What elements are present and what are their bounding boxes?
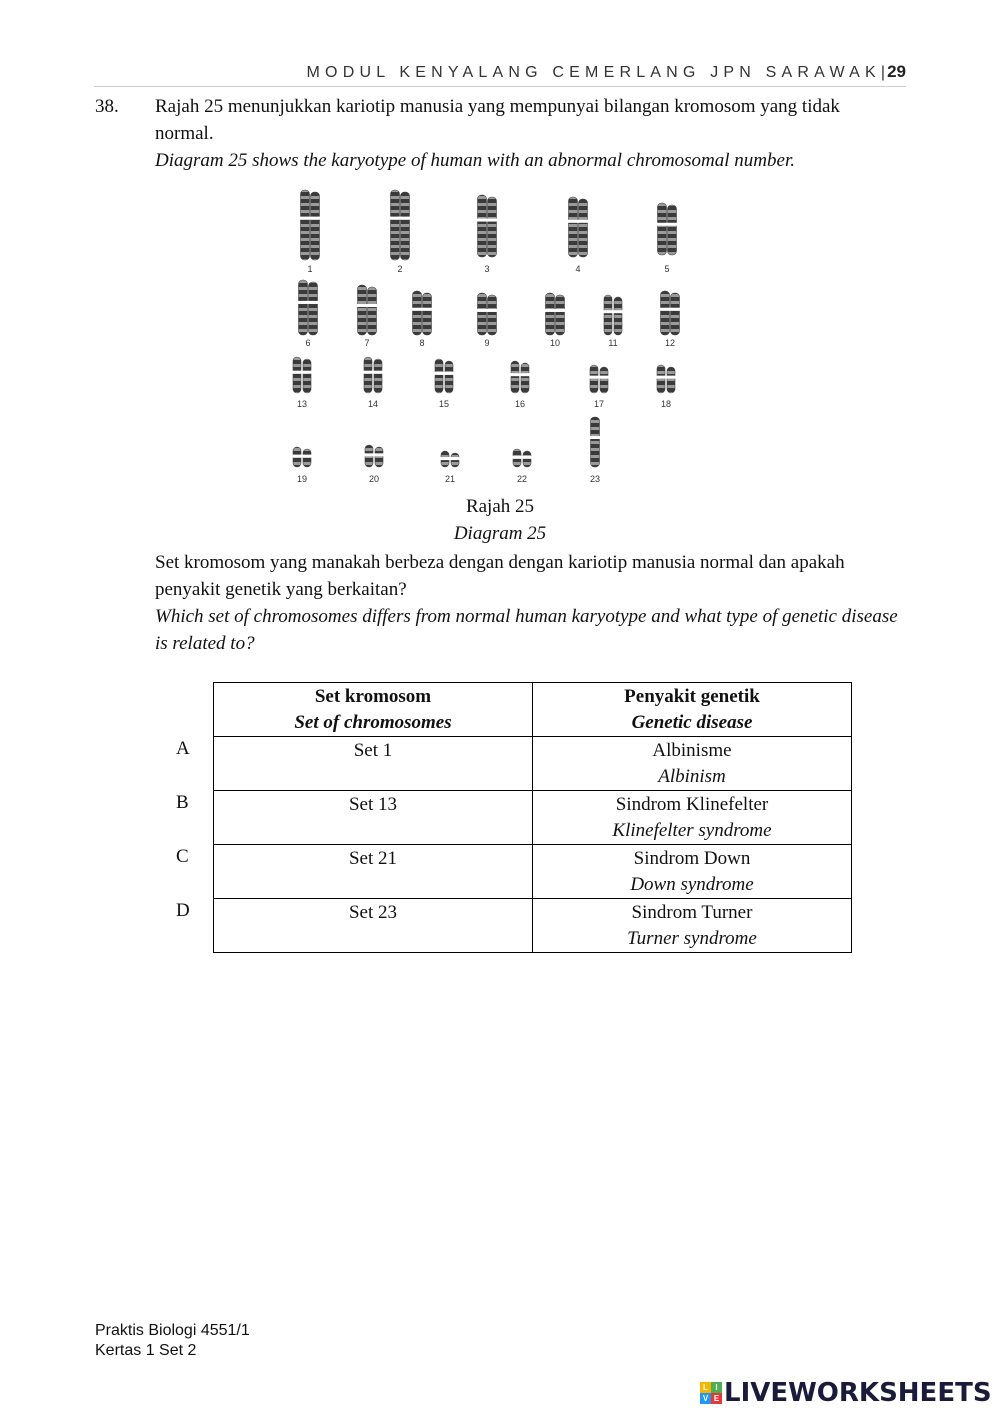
chromosome [375,447,383,467]
table-row[interactable] [214,791,852,845]
centromere [450,457,460,460]
chromosome-label: 6 [305,338,311,348]
header-disease-en: Genetic disease [631,712,753,733]
header-title: MODUL KENYALANG CEMERLANG JPN SARAWAK [306,64,881,81]
chromosome [309,282,318,335]
cell-disease [533,737,852,791]
question-text-ms: Rajah 25 menunjukkan kariotip manusia yang mempunyai bilangan kromosom yang tidak normal. [155,96,840,144]
centromere [302,455,312,458]
chromosome [604,295,612,335]
header-set-en: Set of chromosomes [294,712,452,733]
page-number: 29 [887,62,906,81]
centromere [373,371,383,374]
footer-line-2: Kertas 1 Set 2 [95,1342,197,1359]
centromere [363,371,373,374]
chromosome-label: 14 [367,399,379,409]
cell-set [214,737,533,791]
chromosome-label: 2 [397,264,403,274]
chromosome [435,359,443,393]
centromere [522,456,532,459]
chromosome [299,280,308,335]
option-letter-c[interactable]: C [176,846,189,867]
brand-name: LIVEWORKSHEETS [724,1378,992,1408]
centromere [400,217,411,220]
chromosome [301,190,310,260]
chromosome [671,293,680,335]
cell-set [214,899,533,953]
centromere [545,309,556,312]
chromosome [401,192,410,260]
disease-en: Klinefelter syndrome [612,820,772,841]
chromosome [521,363,529,393]
chromosome-label: 18 [660,399,672,409]
chromosome-label: 20 [368,474,380,484]
chromosome [590,365,598,393]
cell-disease [533,899,852,953]
centromere [292,371,302,374]
centromere [422,308,433,311]
centromere [555,309,566,312]
logo-letter: I [711,1382,722,1393]
chromosome [661,291,670,335]
set-value: Set 1 [353,740,393,761]
chromosome [667,367,675,393]
header-set-ms: Set kromosom [314,686,432,707]
logo-letter: L [700,1382,711,1393]
centromere [666,376,676,379]
figure-caption-en: Diagram 25 [453,523,547,544]
chromosome-label: 8 [419,338,425,348]
liveworksheets-logo-icon [700,1382,722,1404]
disease-ms: Sindrom Klinefelter [615,794,769,815]
table-row[interactable] [214,737,852,791]
set-value: Set 21 [348,848,398,869]
centromere [477,309,488,312]
answer-table [213,682,852,953]
chromosome [556,295,565,335]
chromosome [658,203,667,255]
cell-disease [533,845,852,899]
chromosome-label: 19 [296,474,308,484]
centromere [590,436,601,439]
logo-letter: E [711,1393,722,1404]
set-value: Set 23 [348,902,398,923]
cell-set [214,791,533,845]
chromosome-label: 3 [484,264,490,274]
chromosome [358,285,367,335]
chromosome [523,451,531,467]
table-row[interactable] [214,899,852,953]
chromosome [478,195,487,257]
centromere [510,373,520,376]
page-footer [95,1321,250,1361]
chromosome-label: 12 [664,338,676,348]
centromere [302,371,312,374]
header-disease-ms: Penyakit genetik [624,686,760,707]
chromosome [311,192,320,260]
chromosome [668,205,677,255]
centromere [670,308,681,311]
centromere [512,456,522,459]
chromosome [569,197,578,257]
disease-en: Down syndrome [630,874,754,895]
centromere [599,376,609,379]
chromosome [478,293,487,335]
liveworksheets-brand[interactable] [700,1376,992,1410]
centromere [434,372,444,375]
chromosome [657,365,665,393]
footer-line-1: Praktis Biologi 4551/1 [95,1322,250,1339]
centromere [657,223,668,226]
table-header-row [214,683,852,737]
chromosome-label: 4 [575,264,581,274]
chromosome [511,361,519,393]
prompt-text-ms: Set kromosom yang manakah berbeza dengan dengan kariotip manusia normal dan apakah penyakit genetik yang berkaitan? [155,552,845,600]
disease-en: Albinism [658,766,726,787]
chromosome-label: 1 [307,264,313,274]
centromere [310,217,321,220]
option-letter-a[interactable]: A [176,738,190,759]
chromosome-label: 17 [593,399,605,409]
centromere [390,217,401,220]
centromere [440,457,450,460]
disease-ms: Sindrom Down [633,848,751,869]
chromosome-label: 11 [608,338,618,348]
question-text-en: Diagram 25 shows the karyotype of human with an abnormal chromosomal number. [155,150,795,171]
header-title-line [307,62,906,82]
question-number: 38. [95,96,119,117]
logo-letter: V [700,1393,711,1404]
centromere [603,310,613,313]
centromere [444,372,454,375]
centromere [487,219,498,222]
chromosome [546,293,555,335]
chromosome [303,449,311,467]
centromere [300,217,311,220]
set-value: Set 13 [348,794,398,815]
chromosome [374,359,382,393]
disease-ms: Sindrom Turner [631,902,753,923]
chromosome [423,293,432,335]
chromosome [293,357,301,393]
chromosome [368,287,377,335]
prompt-text-en: Which set of chromosomes differs from normal human karyotype and what type of genetic disease is related to? [155,606,898,654]
karyotype-diagram [270,185,700,490]
chromosome [600,367,608,393]
centromere [412,308,423,311]
centromere [364,453,374,456]
header-disease [533,683,852,737]
chromosome-label: 16 [514,399,526,409]
table-row[interactable] [214,845,852,899]
centromere [667,223,678,226]
centromere [520,373,530,376]
header-set [214,683,533,737]
cell-set [214,845,533,899]
option-letter-b[interactable]: B [176,792,189,813]
chromosome-label: 15 [438,399,450,409]
centromere [568,220,579,223]
header-separator: | [880,64,888,81]
centromere [357,304,368,307]
chromosome-label: 21 [444,474,456,484]
chromosome [579,199,588,257]
disease-ms: Albinisme [652,740,732,761]
chromosome [488,197,497,257]
option-letter-d[interactable]: D [176,900,190,921]
centromere [367,304,378,307]
centromere [487,309,498,312]
chromosome [591,417,600,467]
chromosome-label: 23 [589,474,601,484]
chromosome-label: 10 [549,338,561,348]
centromere [477,219,488,222]
centromere [308,301,319,304]
chromosome-label: 5 [664,264,670,274]
chromosome-label: 13 [296,399,308,409]
chromosome-label: 22 [516,474,528,484]
centromere [660,308,671,311]
centromere [656,376,666,379]
centromere [374,453,384,456]
centromere [589,376,599,379]
centromere [292,455,302,458]
cell-disease [533,791,852,845]
chromosome-label: 9 [484,338,490,348]
disease-en: Turner syndrome [627,928,757,949]
figure-caption-ms: Rajah 25 [465,496,535,517]
chromosome [391,190,400,260]
centromere [578,220,589,223]
chromosome [303,359,311,393]
page-header [94,60,906,87]
chromosome [488,295,497,335]
chromosome [614,297,622,335]
chromosome [413,291,422,335]
chromosome-label: 7 [364,338,370,348]
chromosome [364,357,372,393]
centromere [298,301,309,304]
chromosome [445,361,453,393]
centromere [613,310,623,313]
